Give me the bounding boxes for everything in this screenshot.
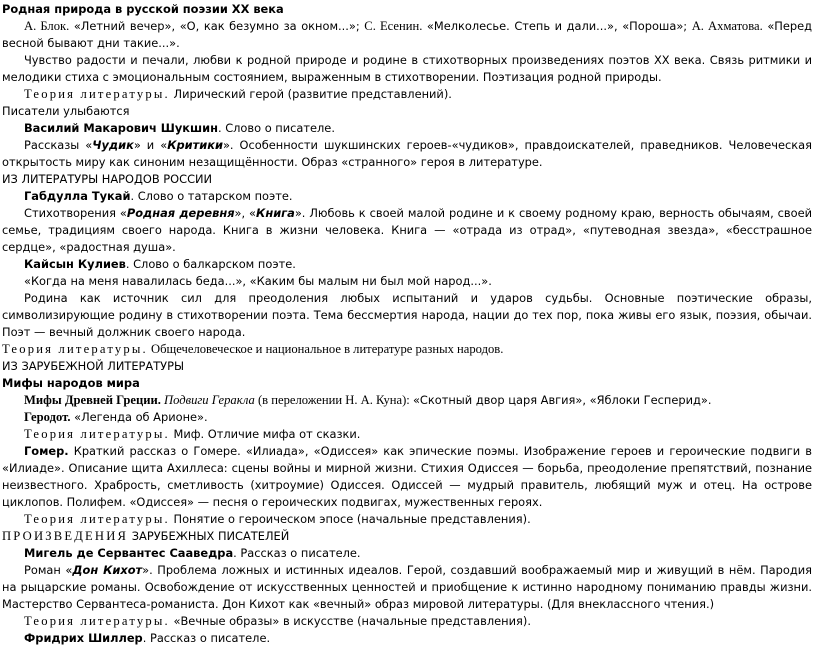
spaced-heading: ПРОИЗВЕДЕНИЯ — [2, 529, 129, 543]
bold-text: Мифы народов мира — [2, 376, 140, 390]
work-title: Чудик — [92, 138, 134, 152]
text-run: ». Особенности шукшинских героев-«чудиков», правдоискателей, праведников. Человеческая открытость миру как синоним незащищённости. Образ «странного» героя в литературе. — [2, 138, 813, 169]
text-run: «Мелколесье. Степь и дали...», «Пороша»; — [422, 19, 692, 33]
text-run: Миф. Отличие мифа от сказки. — [169, 427, 361, 441]
paragraph — [2, 18, 812, 52]
text-run: » и « — [133, 138, 168, 152]
paragraph — [2, 511, 812, 528]
paragraph — [2, 188, 812, 205]
work-title: Книга — [256, 206, 295, 220]
work-title: Дон Кихот — [72, 563, 143, 577]
text-run: Роман « — [24, 563, 73, 577]
text-run: ЗАРУБЕЖНЫХ ПИСАТЕЛЕЙ — [128, 529, 290, 543]
text-run: . Слово о татарском поэте. — [130, 189, 293, 203]
paragraph — [2, 52, 812, 86]
bold-text: Гомер. — [24, 444, 69, 458]
spaced-heading: Теория литературы. — [2, 342, 148, 356]
spaced-heading: Теория литературы. — [24, 87, 170, 101]
paragraph — [2, 392, 812, 409]
serif-text: (в переложении Н. А. Куна): — [254, 393, 413, 407]
paragraph — [2, 341, 812, 358]
text-run: «Летний вечер», «О, как безумно за окном...»; — [69, 19, 365, 33]
paragraph — [2, 630, 812, 647]
text-run: ». Любовь к своей малой родине и к своему родному краю, верность обычаям, своей семье, традициям своего народа. Книга в жизни человека. Книга — «отрада из отрад», «путеводная звезда», «бесстрашное сердце», «радостная душа». — [2, 206, 812, 254]
text-run: . Слово о писателе. — [217, 121, 335, 135]
paragraph — [2, 1, 812, 18]
bold-text: Габдулла Тукай — [24, 189, 131, 203]
paragraph — [2, 171, 812, 188]
paragraph — [2, 290, 812, 341]
bold-text: Кайсын Кулиев — [24, 257, 126, 271]
text-run: Чувство радости и печали, любви к родной природе и родине в стихотворных произведениях поэтов XX века. Связь ритмики и мелодики стиха с эмоциональным состоянием, выраженным в стихотворении. Поэтизация родной природы. — [2, 53, 812, 84]
serif-text: А. Блок. — [24, 19, 70, 33]
serif-bold-text: Геродот. — [24, 410, 71, 424]
paragraph — [2, 443, 812, 511]
paragraph — [2, 562, 812, 613]
paragraph — [2, 409, 812, 426]
text-run: . Слово о балкарском поэте. — [125, 257, 296, 271]
text-run: «Скотный двор царя Авгия», «Яблоки Гесперид». — [412, 393, 712, 407]
text-run: Понятие о героическом эпосе (начальные представления). — [169, 512, 531, 526]
text-run: . Рассказ о писателе. — [233, 546, 361, 560]
text-run: ». Проблема ложных и истинных идеалов. Герой, создавший воображаемый мир и живущий в нём. Пародия на рыцарские романы. Освобождение от искусственных ценностей и приобщение к истинно народному пониманию правды жизни. Мастерство Сервантеса-романиста. Дон Кихот как «вечный» образ мировой литературы. (Для внеклассного чтения.) — [2, 563, 812, 611]
paragraph — [2, 358, 812, 375]
text-run: Родина как источник сил для преодоления любых испытаний и ударов судьбы. Основные поэтические образы, символизирующие родину в стихотворении поэта. Тема бессмертия народа, нации до тех пор, пока живы его язык, поэзия, обычаи. Поэт — вечный должник своего народа. — [2, 291, 812, 339]
text-run: Краткий рассказ о Гомере. «Илиада», «Одиссея» как эпические поэмы. Изображение героев и героические подвиги в «Илиаде». Описание щита Ахиллеса: сцены войны и мирной жизни. Стихия Одиссея — борьба, преодоление препятствий, познание неизвестного. Храбрость, сметливость (хитроумие) Одиссея. Одиссей — мудрый правитель, любящий муж и отец. На острове циклопов. Полифем. «Одиссея» — песня о героических подвигах, мужественных героях. — [2, 444, 812, 509]
work-title: Критики — [167, 138, 223, 152]
text-run: Стихотворения « — [24, 206, 127, 220]
paragraph — [2, 103, 812, 120]
paragraph — [2, 273, 812, 290]
paragraph — [2, 613, 812, 630]
text-run: «Перед весной бывают дни такие...». — [2, 19, 812, 50]
bold-text: Мигель де Сервантес Сааведра — [24, 546, 234, 560]
paragraph — [2, 528, 812, 545]
spaced-heading: Теория литературы. — [24, 614, 170, 628]
paragraph — [2, 256, 812, 273]
text-run: ИЗ ЛИТЕРАТУРЫ НАРОДОВ РОССИИ — [2, 172, 213, 186]
paragraph — [2, 120, 812, 137]
paragraph — [2, 86, 812, 103]
bold-text: Фридрих Шиллер — [24, 631, 143, 645]
spaced-heading: Теория литературы. — [24, 512, 170, 526]
bold-text: Родная природа в русской поэзии XX века — [2, 2, 284, 16]
serif-text: Общечеловеческое и национальное в литературе разных народов. — [147, 342, 504, 356]
text-run: ИЗ ЗАРУБЕЖНОЙ ЛИТЕРАТУРЫ — [2, 359, 185, 373]
paragraph — [2, 545, 812, 562]
bold-text: Василий Макарович Шукшин — [24, 121, 218, 135]
text-run: Писатели улыбаются — [2, 104, 130, 118]
serif-italic-text: Подвиги Геракла — [160, 393, 255, 407]
text-run: », « — [234, 206, 257, 220]
text-run: «Легенда об Арионе». — [70, 410, 208, 424]
text-run: «Когда на меня навалилась беда...», «Каким бы малым ни был мой народ...». — [24, 274, 492, 288]
text-run: Лирический герой (развитие представлений). — [169, 87, 452, 101]
work-title: Родная деревня — [126, 206, 235, 220]
serif-bold-text: Мифы Древней Греции. — [24, 393, 161, 407]
text-run: Рассказы « — [24, 138, 93, 152]
serif-text: С. Есенин. — [364, 19, 423, 33]
paragraph — [2, 205, 812, 256]
paragraph — [2, 137, 812, 171]
text-run: . Рассказ о писателе. — [142, 631, 271, 645]
serif-text: А. Ахматова. — [691, 19, 763, 33]
paragraph — [2, 375, 812, 392]
text-run: «Вечные образы» в искусстве (начальные представления). — [169, 614, 531, 628]
spaced-heading: Теория литературы. — [24, 427, 170, 441]
paragraph — [2, 426, 812, 443]
